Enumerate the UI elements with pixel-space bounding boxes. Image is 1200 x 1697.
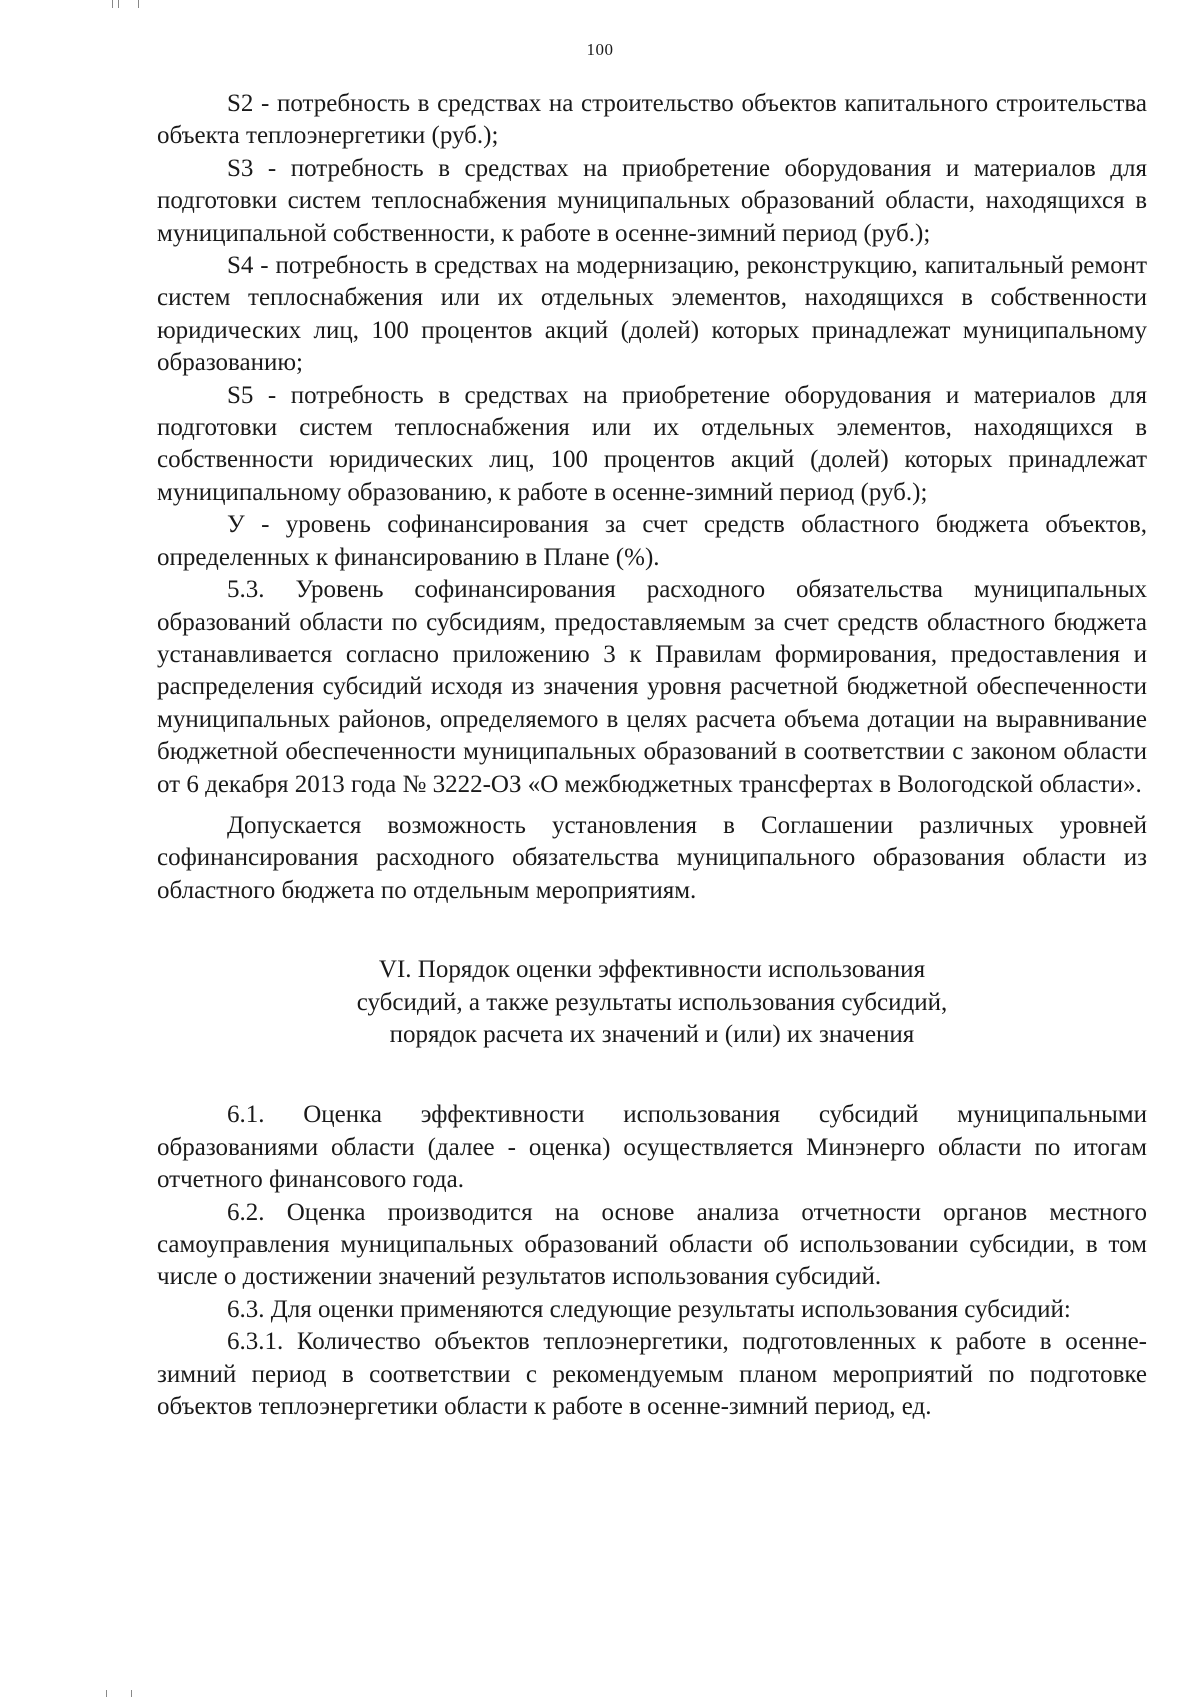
scan-mark-bottom bbox=[106, 1690, 107, 1697]
section-heading-line: VI. Порядок оценки эффективности использования bbox=[378, 956, 926, 984]
paragraph-6-2: 6.2. Оценка производится на основе анализа отчетности органов местного самоуправления муниципальных образований области об использовании субсидии, в том числе о достижении значений результатов использования субсидий. bbox=[157, 1198, 1147, 1291]
paragraph-s3: S3 - потребность в средствах на приобретение оборудования и материалов для подготовки систем теплоснабжения муниципальных образований области, находящихся в муниципальной собственности, к работе в осенне-зимний период (руб.); bbox=[157, 154, 1147, 247]
page-number: 100 bbox=[586, 40, 614, 59]
paragraph-6-3-1: 6.3.1. Количество объектов теплоэнергетики, подготовленных к работе в осенне-зимний период в соответствии с рекомендуемым планом мероприятий по подготовке объектов теплоэнергетики области к работе в осенне-зимний период, ед. bbox=[157, 1328, 1147, 1421]
scan-mark-top bbox=[118, 0, 119, 8]
paragraph-6-1: 6.1. Оценка эффективности использования субсидий муниципальными образованиями области (далее - оценка) осуществляется Минэнерго области по итогам отчетного финансового года. bbox=[157, 1101, 1147, 1194]
paragraph-u: У - уровень софинансирования за счет средств областного бюджета объектов, определенных к финансированию в Плане (%). bbox=[157, 511, 1147, 571]
paragraph-s5: S5 - потребность в средствах на приобретение оборудования и материалов для подготовки систем теплоснабжения или их отдельных элементов, находящихся в собственности юридических лиц, 100 процентов акций (долей) которых принадлежат муниципальному образованию, к работе в осенне-зимний период (руб.); bbox=[157, 381, 1147, 506]
section-heading-line: субсидий, а также результаты использования субсидий, bbox=[356, 988, 948, 1016]
scan-mark-top bbox=[138, 0, 139, 8]
paragraph-allowed: Допускается возможность установления в Соглашении различных уровней софинансирования расходного обязательства муниципального образования области из областного бюджета по отдельным мероприятиям. bbox=[157, 811, 1147, 904]
paragraph-s2: S2 - потребность в средствах на строительство объектов капитального строительства объекта теплоэнергетики (руб.); bbox=[157, 90, 1147, 150]
scan-mark-top bbox=[112, 0, 113, 8]
section-heading-line: порядок расчета их значений и (или) их значения bbox=[389, 1020, 915, 1048]
scan-mark-bottom bbox=[131, 1690, 132, 1697]
paragraph-5-3: 5.3. Уровень софинансирования расходного обязательства муниципальных образований области по субсидиям, предоставляемым за счет средств областного бюджета устанавливается согласно приложению 3 к Правилам формирования, предоставления и распределения субсидий исходя из значения уровня расчетной бюджетной обеспеченности муниципальных районов, определяемого в целях расчета объема дотации на выравнивание бюджетной обеспеченности муниципальных образований в соответствии с законом области от 6 декабря 2013 года № 3222-ОЗ «О межбюджетных трансфертах в Вологодской области». bbox=[157, 576, 1147, 798]
document-body bbox=[157, 88, 1147, 1423]
paragraph-6-3: 6.3. Для оценки применяются следующие результаты использования субсидий: bbox=[227, 1295, 1071, 1323]
section-heading bbox=[157, 954, 1147, 1051]
paragraph-s4: S4 - потребность в средствах на модернизацию, реконструкцию, капитальный ремонт систем теплоснабжения или их отдельных элементов, находящихся в собственности юридических лиц, 100 процентов акций (долей) которых принадлежат муниципальному образованию; bbox=[157, 252, 1147, 377]
